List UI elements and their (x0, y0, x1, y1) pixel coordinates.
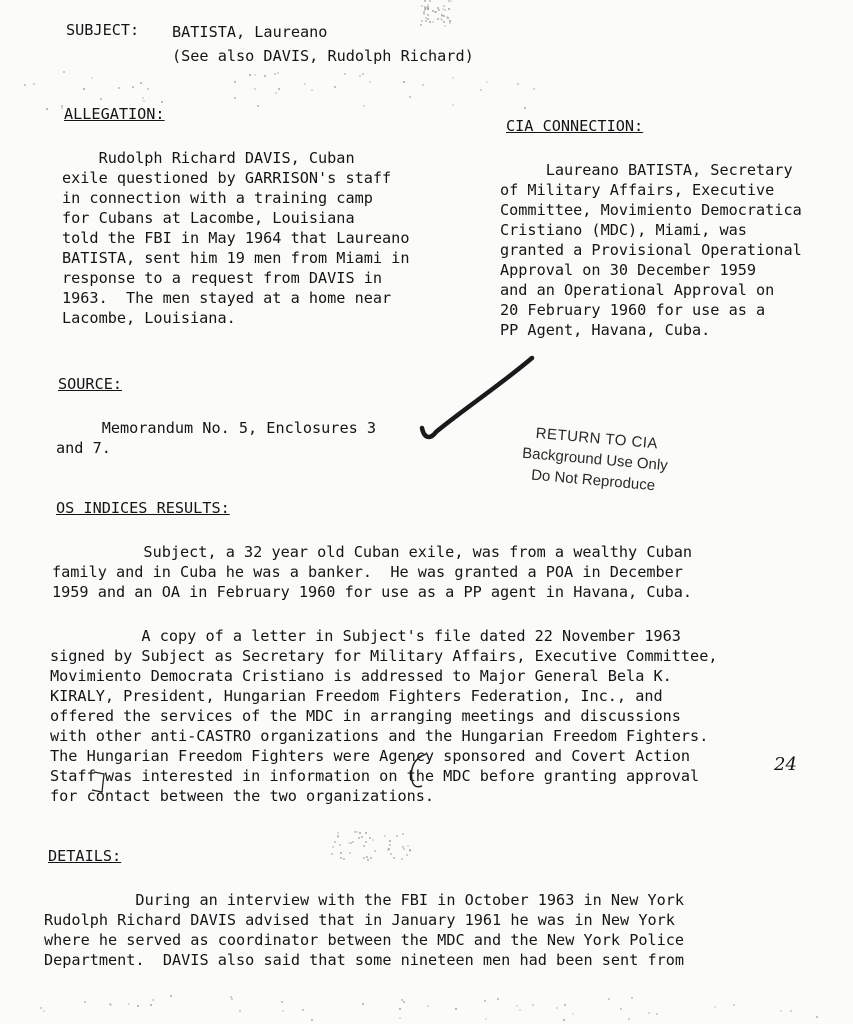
scan-speck (421, 5, 423, 7)
scan-speck (359, 75, 361, 77)
details-line: Department. DAVIS also said that some nineteen men had been sent from (44, 951, 685, 969)
scan-speck (332, 846, 334, 848)
scan-speck (100, 98, 102, 100)
scan-speck (517, 83, 519, 85)
source-heading: SOURCE: (58, 375, 123, 393)
bracket-mark-icon (404, 750, 444, 792)
allegation-line: for Cubans at Lacombe, Louisiana (62, 209, 355, 227)
cia-connection-heading: CIA CONNECTION: (506, 117, 644, 135)
scan-speck (334, 86, 336, 88)
scan-speck (150, 1004, 152, 1006)
scan-speck (452, 77, 454, 79)
scan-speck (239, 1010, 241, 1012)
scan-speck (137, 1005, 139, 1007)
scan-speck (396, 835, 398, 837)
margin-note: 24 (774, 754, 797, 775)
scan-speck (24, 84, 26, 86)
scan-speck (656, 1013, 658, 1015)
allegation-body (62, 148, 409, 328)
scan-speck (485, 1018, 487, 1020)
scan-speck (365, 832, 367, 834)
scan-speck (524, 107, 526, 109)
scan-speck (140, 82, 142, 84)
scan-speck (406, 854, 408, 856)
scan-speck (427, 18, 429, 20)
details-line: Rudolph Richard DAVIS advised that in January 1961 he was in New York (44, 911, 675, 929)
scan-speck (33, 83, 35, 85)
subject-name: BATISTA, Laureano (172, 23, 328, 41)
stamp-line-1: RETURN TO CIA (534, 424, 659, 453)
scan-speck (339, 844, 341, 846)
allegation-line: exile questioned by GARRISON's staff (62, 169, 392, 187)
scan-speck (369, 81, 371, 83)
scan-speck (362, 73, 364, 75)
scan-speck (401, 858, 403, 860)
scan-speck (142, 97, 144, 99)
allegation-line: BATISTA, sent him 19 men from Miami in (62, 249, 410, 267)
scan-speck (254, 88, 256, 90)
scan-speck (340, 852, 342, 854)
scan-speck (403, 81, 405, 83)
scan-speck (427, 1005, 429, 1007)
os-indices-line: offered the services of the MDC in arranging meetings and discussions (50, 707, 681, 725)
scan-speck (370, 857, 372, 859)
allegation-heading: ALLEGATION: (64, 105, 165, 123)
bracket-mark-icon (88, 770, 118, 798)
scan-speck (152, 999, 154, 1001)
os-indices-line: 1959 and an OA in February 1960 for use as a PP agent in Havana, Cuba. (52, 583, 693, 601)
scan-speck (432, 21, 434, 23)
scan-speck (608, 998, 610, 1000)
os-indices-line: The Hungarian Freedom Fighters were Agency sponsored and Covert Action (50, 747, 691, 765)
scan-speck (311, 89, 313, 91)
scan-speck (399, 1017, 401, 1019)
details-heading: DETAILS: (48, 847, 122, 865)
allegation-line: in connection with a training camp (62, 189, 373, 207)
os-indices-line: family and in Cuba he was a banker. He was granted a POA in December (52, 563, 683, 581)
scan-speck (402, 833, 404, 835)
cia-connection-line: 20 February 1960 for use as a (500, 301, 766, 319)
scan-speck (128, 1003, 130, 1005)
scan-speck (448, 8, 450, 10)
scan-speck (444, 9, 446, 11)
scan-speck (231, 998, 233, 1000)
scan-speck (277, 72, 279, 74)
scan-speck (422, 84, 424, 86)
os-indices-heading: OS INDICES RESULTS: (56, 499, 230, 517)
scan-speck (563, 1019, 565, 1021)
scan-speck (437, 18, 439, 20)
scan-speck (440, 18, 442, 20)
scan-speck (337, 832, 339, 834)
allegation-line: Rudolph Richard DAVIS, Cuban (62, 149, 355, 167)
scan-speck (425, 20, 427, 22)
os-indices-line: Movimiento Democrata Cristiano is addressed to Major General Bela K. (50, 667, 672, 685)
scan-speck (278, 88, 280, 90)
details-body (44, 890, 684, 970)
scan-speck (234, 97, 236, 99)
cia-connection-line: and an Operational Approval on (500, 281, 775, 299)
source-body (56, 418, 376, 458)
scan-speck (369, 837, 371, 839)
scan-speck (340, 857, 342, 859)
scan-speck (362, 1003, 364, 1005)
scan-speck (455, 1008, 457, 1010)
scan-speck (816, 1016, 818, 1018)
allegation-line: response to a request from DAVIS in (62, 269, 383, 287)
scan-speck (443, 21, 445, 23)
cia-connection-line: Laureano BATISTA, Secretary (500, 161, 793, 179)
scan-speck (407, 845, 409, 847)
os-indices-line: Staff was interested in information on the MDC before granting approval (50, 767, 700, 785)
scan-speck (497, 998, 499, 1000)
os-indices-line: A copy of a letter in Subject's file dated 22 November 1963 (50, 627, 681, 645)
scan-speck (372, 839, 374, 841)
scan-speck (390, 853, 392, 855)
scan-speck (147, 88, 149, 90)
cia-connection-line: of Military Affairs, Executive (500, 181, 775, 199)
scan-speck (274, 73, 276, 75)
cia-connection-line: granted a Provisional Operational (500, 241, 802, 259)
subject-label: SUBJECT: (66, 21, 140, 39)
scan-speck (780, 1010, 782, 1012)
scan-speck (249, 74, 251, 76)
os-indices-line: KIRALY, President, Hungarian Freedom Fighters Federation, Inc., and (50, 687, 663, 705)
scan-speck (275, 92, 277, 94)
scan-speck (449, 22, 451, 24)
scan-speck (143, 100, 145, 102)
scan-speck (443, 15, 445, 17)
scan-speck (480, 89, 482, 91)
scan-speck (620, 1008, 622, 1010)
scan-speck (91, 77, 93, 79)
scan-speck (367, 859, 369, 861)
scan-speck (46, 108, 48, 110)
scan-speck (409, 850, 411, 852)
scan-speck (443, 5, 445, 7)
scan-speck (337, 836, 339, 838)
scan-speck (302, 1009, 304, 1011)
scan-speck (384, 835, 386, 837)
scan-speck (365, 841, 367, 843)
scan-speck (170, 995, 172, 997)
scan-speck (304, 83, 306, 85)
subject-see-also: (See also DAVIS, Rudolph Richard) (172, 47, 474, 65)
scan-speck (421, 20, 423, 22)
scan-speck (254, 74, 256, 76)
scan-speck (628, 1018, 630, 1020)
scan-speck (257, 105, 259, 107)
cia-connection-line: Approval on 30 December 1959 (500, 261, 757, 279)
scan-speck (484, 1000, 486, 1002)
cia-connection-line: Committee, Movimiento Democratica (500, 201, 802, 219)
scan-speck (234, 81, 236, 83)
scan-speck (358, 837, 360, 839)
scan-speck (349, 852, 351, 854)
scan-speck (429, 0, 431, 2)
scan-speck (564, 1004, 566, 1006)
scan-speck (648, 1012, 650, 1014)
os-indices-para-2 (50, 626, 718, 806)
scan-speck (363, 105, 365, 107)
cia-connection-body (500, 160, 802, 340)
scan-speck (334, 841, 336, 843)
scan-speck (282, 1010, 284, 1012)
scan-speck (118, 87, 120, 89)
allegation-line: Lacombe, Louisiana. (62, 309, 236, 327)
allegation-line: 1963. The men stayed at a home near (62, 289, 392, 307)
scan-speck (348, 842, 350, 844)
scan-speck (714, 1006, 716, 1008)
scan-speck (403, 848, 405, 850)
scan-speck (352, 841, 354, 843)
scan-speck (425, 7, 427, 9)
scan-speck (63, 71, 65, 73)
scan-speck (281, 1001, 283, 1003)
scan-speck (393, 857, 395, 859)
scan-speck (516, 1005, 518, 1007)
scan-speck (519, 1009, 521, 1011)
scan-speck (486, 81, 488, 83)
scan-speck (444, 25, 446, 27)
scan-speck (264, 75, 266, 77)
details-line: During an interview with the FBI in October 1963 in New York (44, 891, 685, 909)
scan-speck (733, 1004, 735, 1006)
scan-speck (427, 8, 429, 10)
stamp-line-2: Background Use Only (521, 444, 669, 475)
scan-speck (40, 1007, 42, 1009)
scan-speck (452, 104, 454, 106)
scan-speck (83, 88, 85, 90)
scan-speck (311, 1019, 313, 1021)
os-indices-line: Subject, a 32 year old Cuban exile, was from a wealthy Cuban (52, 543, 693, 561)
scan-speck (403, 1001, 405, 1003)
scan-speck (420, 24, 422, 26)
os-indices-line: for contact between the two organizations. (50, 787, 435, 805)
source-line: and 7. (56, 439, 111, 457)
scan-speck (363, 845, 365, 847)
scan-speck (790, 1010, 792, 1012)
scan-speck (572, 1013, 574, 1015)
scan-speck (556, 1007, 558, 1009)
scan-speck (359, 832, 361, 834)
os-indices-line: with other anti-CASTRO organizations and the Hungarian Freedom Fighters. (50, 727, 709, 745)
scan-speck (532, 1004, 534, 1006)
os-indices-line: signed by Subject as Secretary for Military Affairs, Executive Committee, (50, 647, 718, 665)
return-stamp (503, 420, 688, 498)
scan-speck (361, 836, 363, 838)
scan-speck (427, 14, 429, 16)
scan-speck (343, 858, 345, 860)
scan-speck (389, 844, 391, 846)
source-line: Memorandum No. 5, Enclosures 3 (56, 419, 377, 437)
scan-speck (43, 1010, 45, 1012)
details-line: where he served as coordinator between the MDC and the New York Police (44, 931, 685, 949)
stamp-line-3: Do Not Reproduce (530, 466, 656, 495)
scan-speck (441, 15, 443, 17)
scan-speck (132, 86, 134, 88)
scan-speck (389, 840, 391, 842)
scan-speck (161, 101, 163, 103)
scan-speck (84, 1001, 86, 1003)
scan-speck (533, 88, 535, 90)
scan-speck (399, 1008, 401, 1010)
scan-speck (374, 850, 376, 852)
scan-speck (450, 0, 452, 2)
scan-speck (388, 848, 390, 850)
scan-speck (631, 997, 633, 999)
os-indices-para-1 (52, 542, 692, 602)
scan-speck (424, 0, 426, 2)
cia-connection-line: PP Agent, Havana, Cuba. (500, 321, 711, 339)
cia-connection-line: Cristiano (MDC), Miami, was (500, 221, 747, 239)
scan-speck (409, 96, 411, 98)
scan-speck (344, 73, 346, 75)
scan-speck (110, 1004, 112, 1006)
allegation-line: told the FBI in May 1964 that Laureano (62, 229, 410, 247)
scan-speck (331, 853, 333, 855)
